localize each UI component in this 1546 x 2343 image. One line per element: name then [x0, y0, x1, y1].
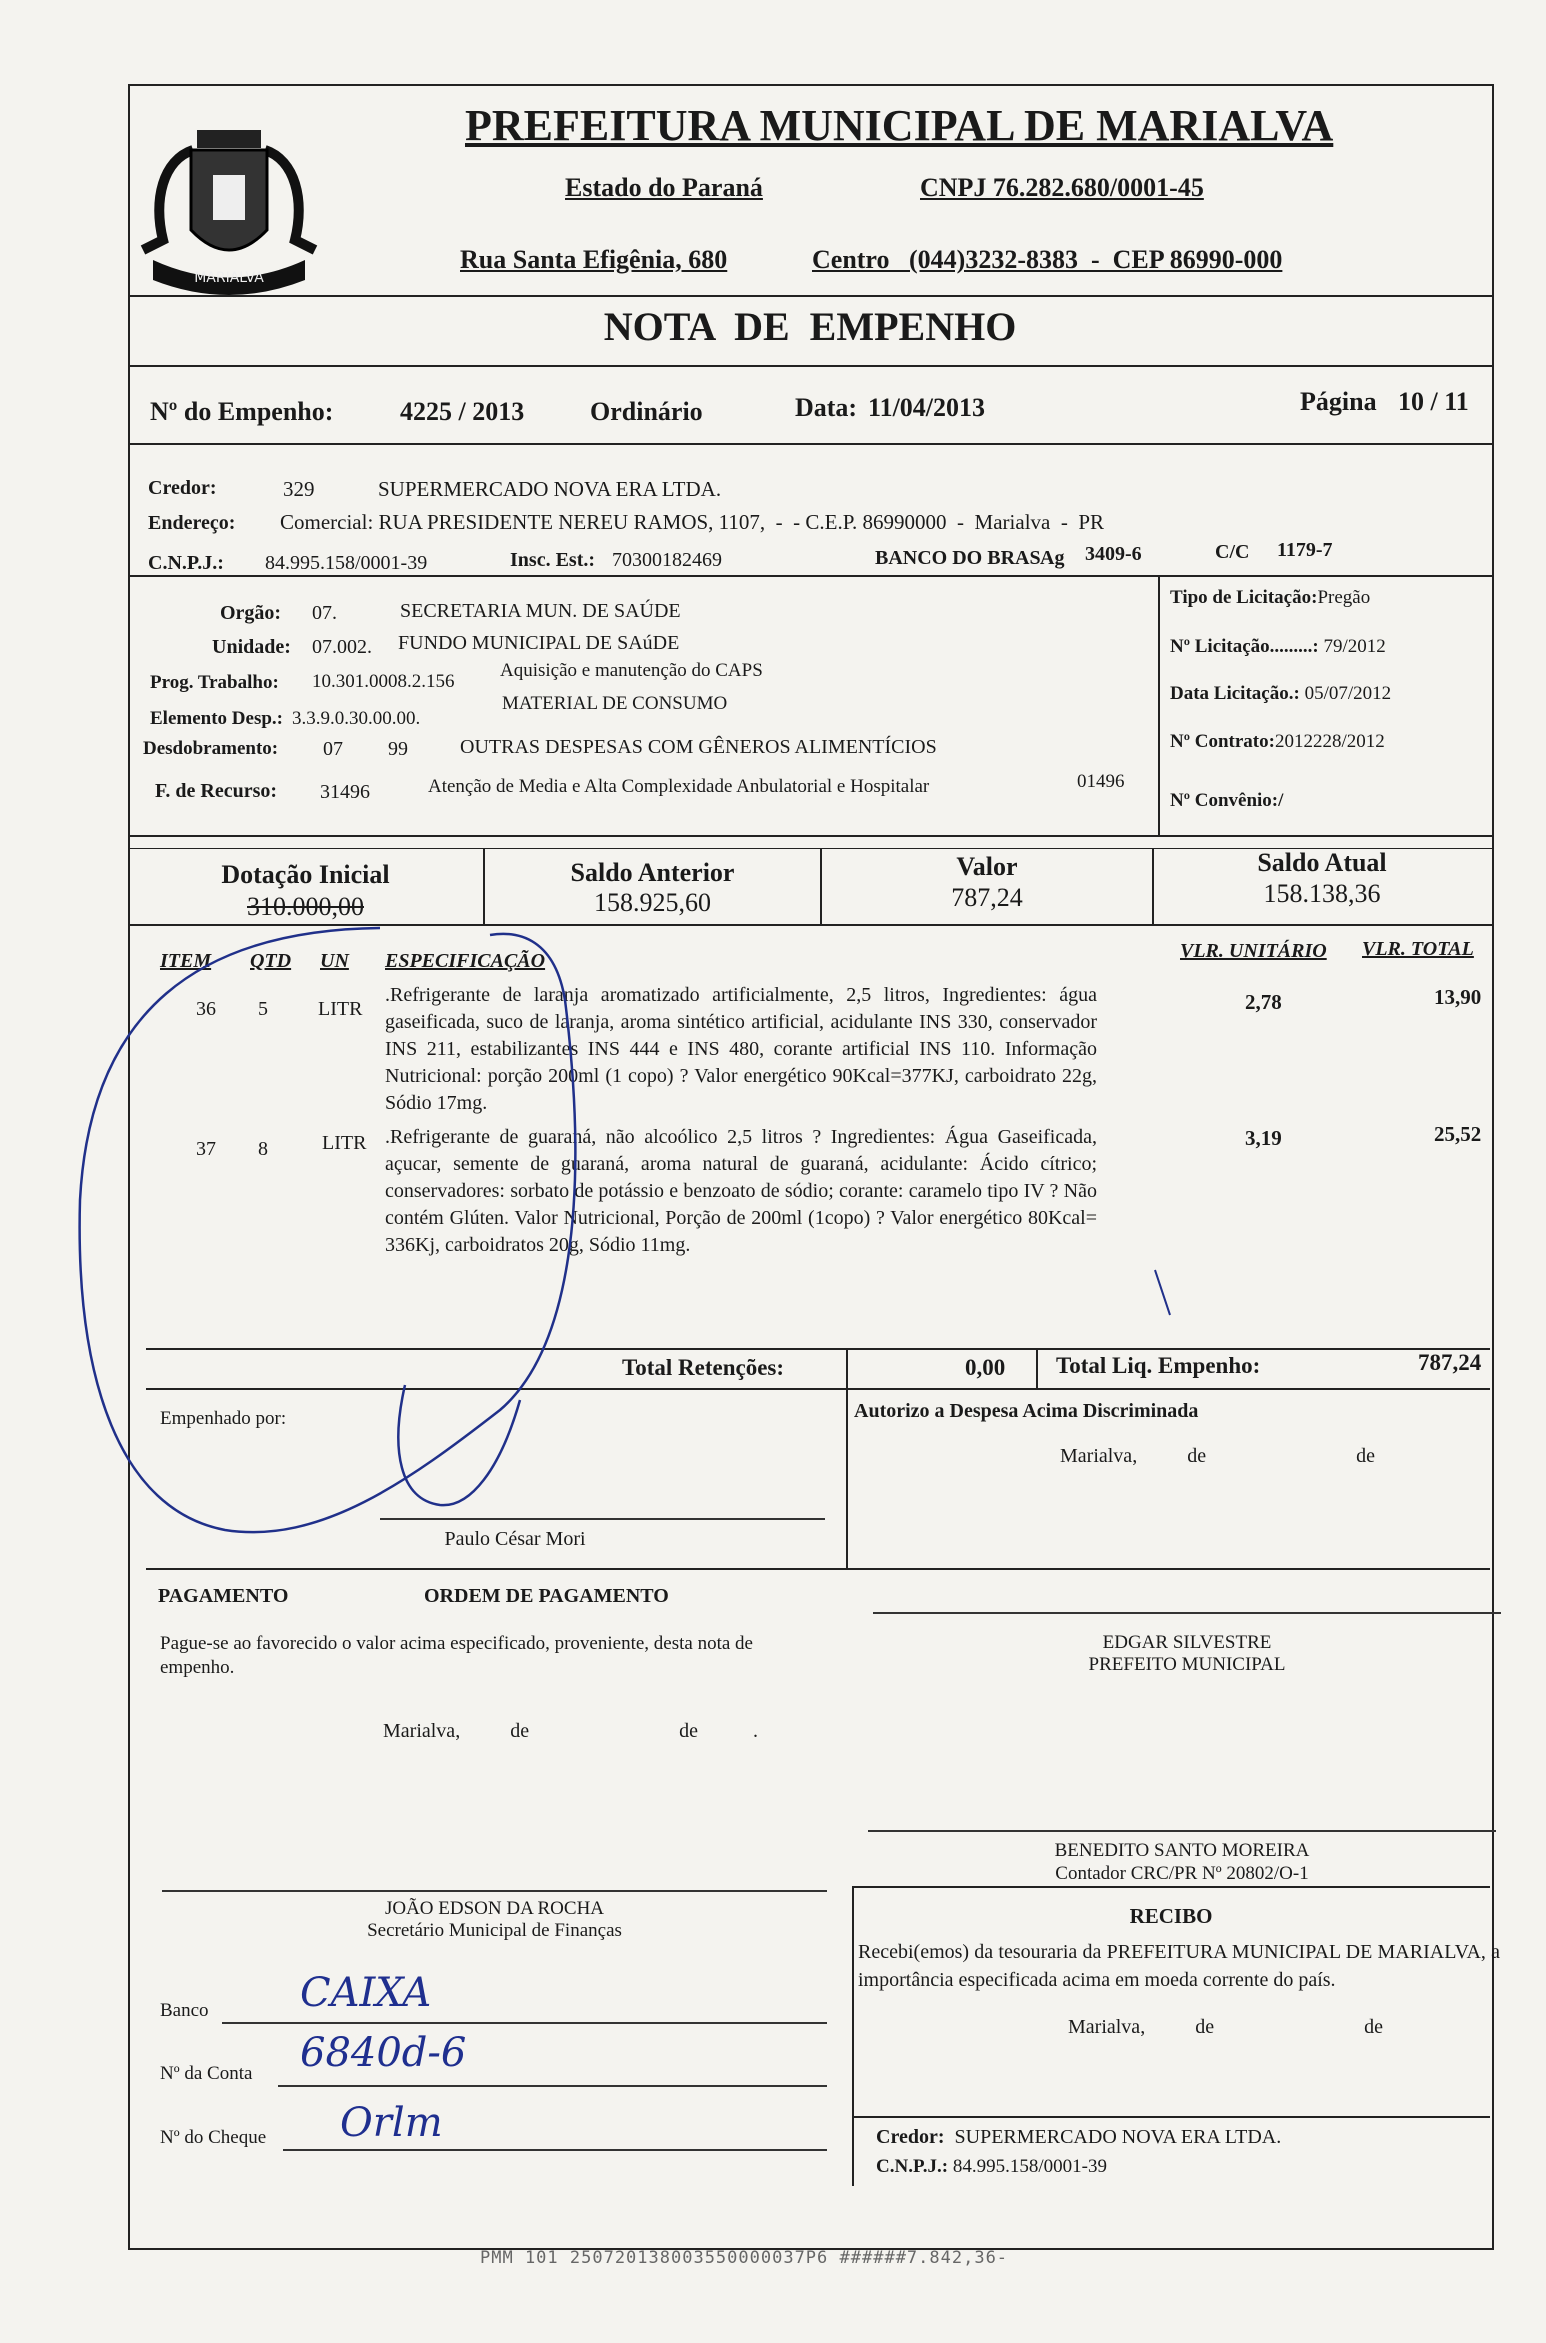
recurso-label: F. de Recurso:	[155, 780, 278, 802]
tipo-licitacao-label: Tipo de Licitação:Pregão	[1170, 587, 1371, 608]
prog-desc: Aquisição e manutenção do CAPS	[500, 660, 763, 681]
bank-name: BANCO DO BRAS	[875, 547, 1041, 569]
empenho-number: 4225 / 2013	[400, 397, 525, 426]
insc-label: Insc. Est.:	[510, 549, 596, 571]
prog-label: Prog. Trabalho:	[150, 672, 279, 693]
unidade-code: 07.002.	[312, 636, 372, 658]
valor-label: Valor	[956, 852, 1018, 881]
dotacao-value: 310.000,00	[247, 892, 364, 921]
item-total: 25,52	[1434, 1122, 1482, 1146]
credor-code: 329	[283, 477, 315, 501]
col-item: ITEM	[160, 950, 212, 972]
autorizo-city-line: Marialva, de de	[1060, 1445, 1375, 1467]
district-phone: Centro (044)3232-8383 - CEP 86990-000	[812, 245, 1283, 274]
agency-value: 3409-6	[1085, 543, 1142, 565]
conta-label: Nº da Conta	[160, 2063, 253, 2084]
prefeito-name: EDGAR SILVESTRE	[1102, 1632, 1272, 1653]
cheque-handwritten: Orlm	[340, 2100, 443, 2146]
recurso-desc: Atenção de Media e Alta Complexidade Anbulatorial e Hospitalar	[428, 776, 930, 797]
saldo-anterior-label: Saldo Anterior	[570, 858, 735, 887]
footer-code: PMM 101 250720138003550000037P6 ######7.842,36-	[480, 2248, 1009, 2268]
item-qtd: 8	[258, 1138, 268, 1160]
conta-handwritten: 6840d-6	[300, 2030, 467, 2076]
valor-value: 787,24	[951, 883, 1023, 912]
num-licitacao: Nº Licitação.........: 79/2012	[1170, 636, 1386, 657]
account-label: C/C	[1215, 541, 1250, 563]
item-qtd: 5	[258, 998, 268, 1020]
banco-label: Banco	[160, 2000, 209, 2021]
recurso-code: 31496	[320, 781, 370, 803]
desd-desc: OUTRAS DESPESAS COM GÊNEROS ALIMENTÍCIOS	[460, 736, 937, 758]
cheque-label: Nº do Cheque	[160, 2127, 267, 2148]
saldo-atual-value: 158.138,36	[1263, 879, 1381, 908]
recibo-credor: Credor: SUPERMERCADO NOVA ERA LTDA.	[876, 2126, 1282, 2148]
orgao-label: Orgão:	[220, 602, 282, 624]
pagamento-label: PAGAMENTO	[158, 1585, 289, 1607]
col-total: VLR. TOTAL	[1362, 938, 1474, 960]
state-name: Estado do Paraná	[565, 173, 763, 202]
col-un: UN	[320, 950, 349, 972]
item-number: 36	[196, 998, 216, 1020]
item-un: LITR	[322, 1132, 367, 1154]
retencoes-label: Total Retenções:	[622, 1355, 785, 1380]
recurso-code-2: 01496	[1077, 771, 1125, 792]
address-label: Endereço:	[148, 512, 236, 534]
dotacao-label: Dotação Inicial	[221, 860, 390, 889]
banco-handwritten: CAIXA	[300, 1970, 432, 2016]
insc-value: 70300182469	[612, 549, 722, 571]
recibo-title: RECIBO	[1129, 1904, 1213, 1928]
unidade-label: Unidade:	[212, 636, 291, 658]
municipality-title: PREFEITURA MUNICIPAL DE MARIALVA	[465, 101, 1334, 150]
col-unit: VLR. UNITÁRIO	[1180, 940, 1327, 962]
desd-label: Desdobramento:	[143, 738, 279, 759]
cnpj-label: C.N.P.J.:	[148, 552, 224, 574]
item-spec: .Refrigerante de guaraná, não alcoólico 2,5 litros ? Ingredientes: Água Gaseificada, açucar, semente de guaraná, aroma natural de guaraná, acidulante: Ácido cítrico; conservadores: sorbato de potássio e benzoato de sódio; corante: caramelo tipo IV ? Não contém Glúten. Valor Nutricional, Porção de 200ml (1copo) ? Valor energético 80Kcal= 336Kj, carboidratos 20g, Sódio 11mg.	[385, 1126, 1097, 1256]
contador-role: Contador CRC/PR Nº 20802/O-1	[1055, 1863, 1309, 1884]
col-qtd: QTD	[250, 950, 292, 972]
saldo-anterior-value: 158.925,60	[594, 888, 711, 917]
item-unit-price: 3,19	[1245, 1126, 1282, 1150]
num-contrato: Nº Contrato:2012228/2012	[1170, 731, 1385, 752]
agency-label: Ag	[1040, 547, 1065, 569]
prefeito-role: PREFEITO MUNICIPAL	[1088, 1654, 1286, 1675]
pagamento-text: Pague-se ao favorecido o valor acima especificado, proveniente, desta nota de empenho.	[160, 1633, 753, 1678]
svg-text:MARIALVA: MARIALVA	[194, 270, 264, 286]
elem-code: 3.3.9.0.30.00.00.	[292, 708, 421, 729]
empenho-label: Nº do Empenho:	[150, 397, 334, 426]
secretario-role: Secretário Municipal de Finanças	[367, 1920, 622, 1941]
credor-name: SUPERMERCADO NOVA ERA LTDA.	[378, 477, 722, 501]
street-address: Rua Santa Efigênia, 680	[460, 245, 728, 274]
empenho-date: 11/04/2013	[868, 393, 986, 422]
recibo-cnpj: C.N.P.J.: 84.995.158/0001-39	[876, 2156, 1107, 2177]
saldo-atual-label: Saldo Atual	[1257, 848, 1387, 877]
prog-code: 10.301.0008.2.156	[312, 671, 455, 692]
item-spec: .Refrigerante de laranja aromatizado artificialmente, 2,5 litros, Ingredientes: água gaseificada, suco de laranja, aroma sintético artificial, acidulante INS 330, conservador INS 211, estabilizantes INS 444 e INS 480, corante artificial INS 110. Informação Nutricional: porção 200ml (1 copo) ? Valor energético 90Kcal=377KJ, carboidrato 22g, Sódio 17mg.	[385, 984, 1097, 1114]
num-convenio: Nº Convênio:/	[1170, 790, 1284, 811]
desd-b: 99	[388, 738, 408, 760]
account-value: 1179-7	[1277, 539, 1333, 561]
elem-desc: MATERIAL DE CONSUMO	[502, 693, 728, 714]
ordem-pagamento-label: ORDEM DE PAGAMENTO	[424, 1585, 669, 1607]
orgao-name: SECRETARIA MUN. DE SAÚDE	[400, 600, 681, 622]
cnpj-header: CNPJ 76.282.680/0001-45	[920, 173, 1204, 202]
item-total: 13,90	[1434, 985, 1482, 1009]
unidade-name: FUNDO MUNICIPAL DE SAúDE	[398, 632, 680, 654]
page-label: Página	[1300, 387, 1377, 416]
col-spec: ESPECIFICAÇÃO	[385, 950, 546, 972]
retencoes-value: 0,00	[965, 1355, 1006, 1380]
empenhado-label: Empenhado por:	[160, 1408, 287, 1429]
date-label: Data:	[795, 393, 858, 422]
liquido-value: 787,24	[1418, 1350, 1482, 1375]
contador-name: BENEDITO SANTO MOREIRA	[1054, 1840, 1310, 1861]
desd-a: 07	[323, 738, 343, 760]
orgao-code: 07.	[312, 602, 337, 624]
item-unit-price: 2,78	[1245, 990, 1282, 1014]
document-title: NOTA DE EMPENHO	[603, 304, 1017, 349]
recibo-text: Recebi(emos) da tesouraria da PREFEITURA MUNICIPAL DE MARIALVA, a importância especificada acima em moeda corrente do país.	[858, 1941, 1500, 1991]
credor-label: Credor:	[148, 477, 217, 499]
page-number: 10 / 11	[1398, 387, 1469, 416]
elem-label: Elemento Desp.:	[150, 708, 283, 729]
empenhado-name: Paulo César Mori	[444, 1528, 586, 1550]
liquido-label: Total Liq. Empenho:	[1056, 1353, 1261, 1378]
item-number: 37	[196, 1138, 216, 1160]
recibo-city-line: Marialva, de de	[1068, 2016, 1383, 2038]
credor-address: Comercial: RUA PRESIDENTE NEREU RAMOS, 1107, - - C.E.P. 86990000 - Marialva - PR	[280, 510, 1105, 534]
data-licitacao: Data Licitação.: 05/07/2012	[1170, 683, 1392, 704]
autorizo-label: Autorizo a Despesa Acima Discriminada	[854, 1400, 1199, 1422]
item-un: LITR	[318, 998, 363, 1020]
empenho-type: Ordinário	[590, 397, 703, 426]
pagamento-city-line: Marialva, de de .	[383, 1720, 758, 1742]
credor-cnpj: 84.995.158/0001-39	[265, 552, 428, 574]
secretario-name: JOÃO EDSON DA ROCHA	[384, 1898, 605, 1919]
